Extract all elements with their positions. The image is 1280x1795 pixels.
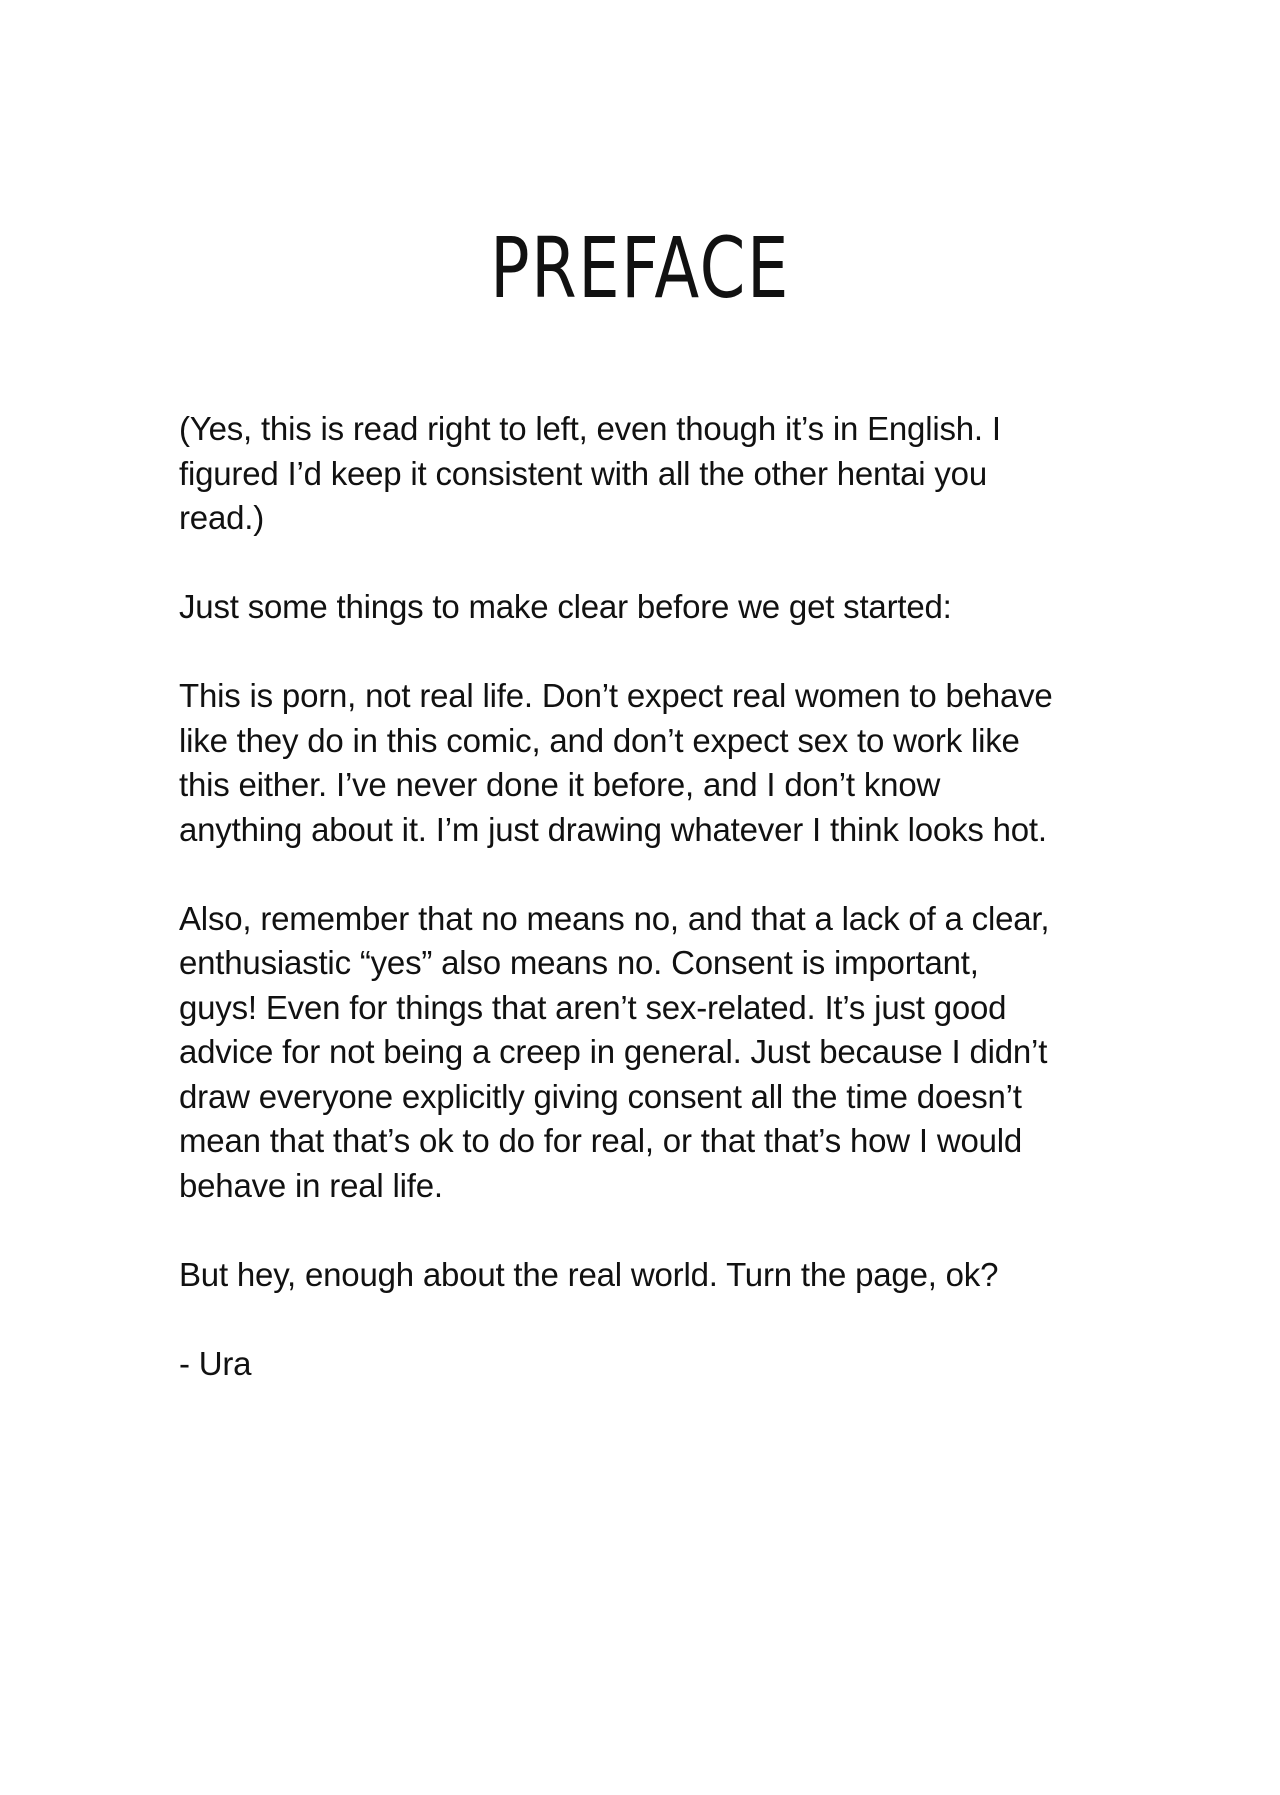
text-line: mean that that’s ok to do for real, or that that’s how I would (179, 1122, 1023, 1159)
text-line: draw everyone explicitly giving consent all the time doesn’t (179, 1077, 1022, 1115)
text-line: guys! Even for things that aren’t sex-related. It’s just good (179, 988, 1007, 1026)
paragraph-intro (179, 585, 1139, 630)
text-line: But hey, enough about the real world. Turn the page, ok? (179, 1255, 999, 1293)
text-line: figured I’d keep it consistent with all the other hentai you (179, 454, 987, 492)
text-line: behave in real life. (179, 1166, 443, 1204)
text-line: Just some things to make clear before we get started: (179, 588, 952, 625)
paragraph-reading-direction (179, 407, 1139, 541)
paragraph-turn-page (179, 1253, 1139, 1298)
signature (179, 1342, 1139, 1387)
text-line: anything about it. I’m just drawing whatever I think looks hot. (179, 810, 1047, 848)
text-line: like they do in this comic, and don’t expect sex to work like (179, 721, 1020, 759)
paragraph-consent (179, 897, 1139, 1209)
text-line: (Yes, this is read right to left, even though it’s in English. I (179, 410, 1001, 447)
text-line: this either. I’ve never done it before, and I don’t know (179, 766, 941, 803)
paragraph-not-real-life (179, 674, 1139, 852)
text-line: Also, remember that no means no, and that a lack of a clear, (179, 899, 1050, 937)
text-line: advice for not being a creep in general. Just because I didn’t (179, 1033, 1048, 1070)
preface-body (179, 407, 1139, 1431)
text-line: read.) (179, 499, 265, 536)
text-line: enthusiastic “yes” also means no. Consent is important, (179, 944, 979, 981)
page-title: PREFACE (490, 219, 790, 317)
author-signature: - Ura (179, 1344, 252, 1382)
text-line: This is porn, not real life. Don’t expect real women to behave (179, 677, 1053, 714)
